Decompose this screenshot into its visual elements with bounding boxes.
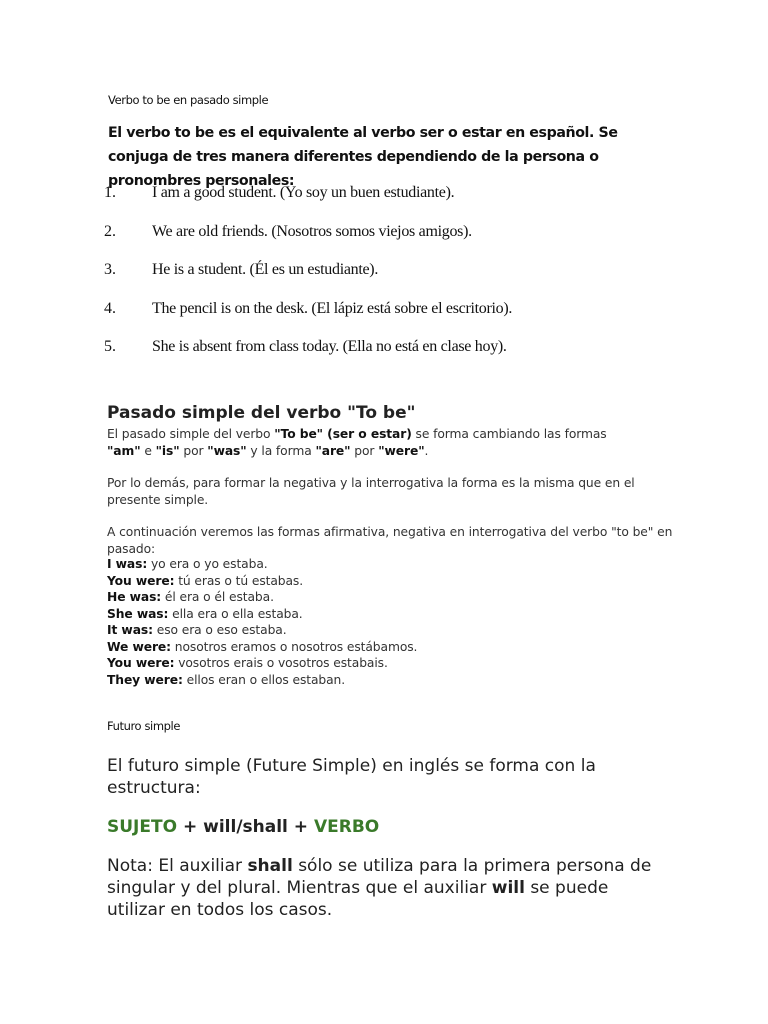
paragraph-continuacion: A continuación veremos las formas afirmativa, negativa en interrogativa del verbo "to be" en pasado: bbox=[107, 525, 673, 556]
intro-paragraph: El verbo to be es el equivalente al verbo ser o estar en español. Se conjuga de tres manera diferentes dependiendo de la persona o pronombres personales: bbox=[108, 125, 618, 189]
list-number: 4. bbox=[104, 299, 116, 317]
bold-run: "am" bbox=[107, 443, 141, 458]
form-subject: It was: bbox=[107, 623, 153, 637]
form-row bbox=[107, 556, 687, 573]
form-meaning: yo era o yo estaba. bbox=[147, 557, 268, 571]
form-row bbox=[107, 672, 687, 689]
list-text: He is a student. (Él es un estudiante). bbox=[152, 261, 379, 278]
bold-run: "are" bbox=[315, 443, 351, 458]
form-subject: I was: bbox=[107, 557, 148, 571]
form-row bbox=[107, 622, 687, 639]
bold-run: shall bbox=[247, 856, 293, 876]
heading-futuro-simple: Futuro simple bbox=[107, 719, 180, 733]
form-meaning: ella era o ella estaba. bbox=[168, 606, 303, 621]
list-item bbox=[0, 261, 768, 283]
bold-run: "was" bbox=[207, 443, 247, 458]
form-subject: We were: bbox=[107, 639, 171, 654]
future-note bbox=[107, 855, 667, 921]
list-text: I am a good student. (Yo soy un buen estudiante). bbox=[152, 184, 455, 201]
form-subject: He was: bbox=[107, 590, 162, 604]
bold-run: "To be" (ser o estar) bbox=[274, 427, 412, 441]
form-meaning: tú eras o tú estabas. bbox=[174, 573, 304, 588]
list-text: The pencil is on the desk. (El lápiz está sobre el escritorio). bbox=[152, 299, 513, 317]
form-meaning: vosotros erais o vosotros estabais. bbox=[174, 656, 388, 670]
bold-run: will bbox=[491, 878, 525, 898]
formula-subject: SUJETO bbox=[107, 817, 178, 837]
form-meaning: ellos eran o ellos estaban. bbox=[182, 672, 346, 687]
form-subject: They were: bbox=[107, 672, 183, 687]
text-run: por bbox=[179, 443, 208, 458]
paragraph-negativa: Por lo demás, para formar la negativa y la interrogativa la forma es la misma que en el presente simple. bbox=[107, 476, 635, 507]
paragraph-pasado-simple bbox=[107, 426, 627, 459]
section-title: Pasado simple del verbo "To be" bbox=[107, 403, 416, 423]
form-row bbox=[107, 589, 687, 606]
list-item bbox=[0, 338, 768, 360]
text-run: se puede utilizar en todos los casos. bbox=[107, 878, 609, 920]
form-meaning: nosotros eramos o nosotros estábamos. bbox=[170, 639, 418, 654]
list-text: We are old friends. (Nosotros somos viejos amigos). bbox=[152, 222, 472, 240]
list-number: 1. bbox=[104, 184, 116, 201]
bold-run: "is" bbox=[155, 443, 180, 458]
future-intro: El futuro simple (Future Simple) en inglés se forma con la estructura: bbox=[107, 756, 596, 798]
form-subject: You were: bbox=[107, 573, 175, 588]
text-run: e bbox=[140, 443, 156, 458]
list-number: 2. bbox=[104, 222, 116, 240]
heading-verbo-to-be: Verbo to be en pasado simple bbox=[108, 93, 269, 107]
form-subject: You were: bbox=[107, 656, 175, 670]
text-run: sólo se utiliza para la primera persona de singular y del plural. Mientras que el auxiliar bbox=[107, 856, 652, 898]
text-run: Nota: El auxiliar bbox=[107, 856, 248, 876]
verb-forms-list bbox=[107, 556, 687, 688]
text-run: y la forma bbox=[246, 443, 316, 458]
form-subject: She was: bbox=[107, 606, 169, 621]
formula-middle: + will/shall + bbox=[177, 817, 314, 837]
list-number: 5. bbox=[104, 338, 116, 355]
text-run: . bbox=[424, 443, 429, 458]
form-row bbox=[107, 639, 687, 656]
text-run: El pasado simple del verbo bbox=[107, 427, 275, 441]
form-row bbox=[107, 573, 687, 590]
form-row bbox=[107, 606, 687, 623]
list-item bbox=[0, 223, 768, 245]
formula-verb: VERBO bbox=[313, 817, 380, 837]
text-run: se forma cambiando las formas bbox=[411, 427, 607, 441]
list-item bbox=[0, 300, 768, 322]
form-meaning: eso era o eso estaba. bbox=[152, 623, 287, 637]
text-run: por bbox=[350, 443, 379, 458]
list-number: 3. bbox=[104, 261, 116, 278]
bold-run: "were" bbox=[378, 443, 425, 458]
form-meaning: él era o él estaba. bbox=[161, 590, 274, 604]
future-formula bbox=[107, 816, 379, 838]
list-text: She is absent from class today. (Ella no está en clase hoy). bbox=[152, 338, 507, 355]
form-row bbox=[107, 655, 687, 672]
list-item bbox=[0, 184, 768, 206]
